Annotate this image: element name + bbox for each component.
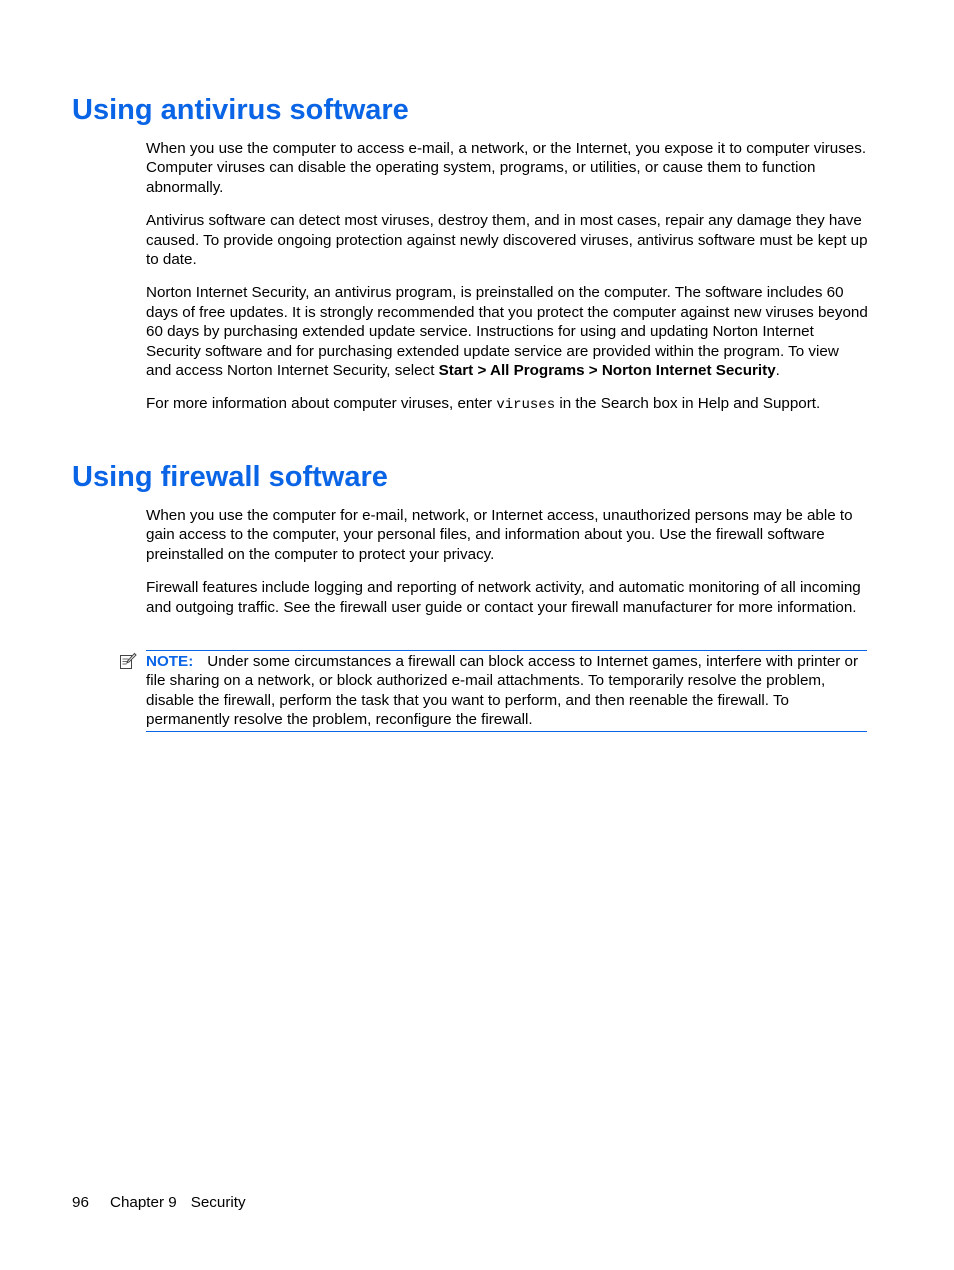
note-label: NOTE:: [146, 653, 194, 670]
antivirus-p4-before: For more information about computer viruses, enter: [146, 395, 497, 413]
search-term-code: viruses: [496, 397, 556, 414]
chapter-title: Security: [190, 1194, 246, 1211]
heading-antivirus: Using antivirus software: [72, 94, 409, 126]
page-footer: [72, 1193, 246, 1212]
antivirus-p3-text: Norton Internet Security, an antivirus program, is preinstalled on the computer. The software includes 60 days of free updates. It is strongly recommended that you protect the computer against new viruses beyond 60 days by purchasing extended update service. Instructions for using and updating Norton Internet Security software and for purchasing extended update service are provided within the program. To view and access Norton Internet Security, select: [146, 284, 868, 380]
page-number: 96: [72, 1194, 89, 1211]
antivirus-p4-after: in the Search box in Help and Support.: [555, 395, 821, 413]
antivirus-p3-end: .: [775, 362, 780, 380]
firewall-body: [146, 506, 868, 631]
firewall-paragraph-2: Firewall features include logging and reporting of network activity, and automatic monitoring of all incoming and outgoing traffic. See the firewall user guide or contact your firewall manufacturer for more information.: [146, 579, 861, 616]
chapter-label: Chapter 9: [110, 1194, 177, 1211]
antivirus-paragraph-1: When you use the computer to access e-mail, a network, or the Internet, you expose it to computer viruses. Computer viruses can disable the operating system, programs, or utilities, or cause them to function abnormally.: [146, 140, 867, 196]
antivirus-paragraph-3: [146, 283, 868, 380]
note-box: [146, 650, 867, 732]
antivirus-body: [146, 139, 868, 430]
heading-firewall: Using firewall software: [72, 461, 388, 493]
antivirus-paragraph-4: [146, 394, 868, 415]
note-pencil-icon: [119, 652, 137, 670]
menu-path: Start > All Programs > Norton Internet Security: [438, 362, 776, 380]
antivirus-paragraph-2: Antivirus software can detect most viruses, destroy them, and in most cases, repair any damage they have caused. To provide ongoing protection against newly discovered viruses, antivirus software must be kept up to date.: [146, 212, 868, 269]
note-text: Under some circumstances a firewall can block access to Internet games, interfere with printer or file sharing on a network, or block authorized e-mail attachments. To temporarily resolve the problem, disable the firewall, perform the task that you want to perform, and then reenable the firewall. To permanently resolve the problem, reconfigure the firewall.: [146, 653, 859, 729]
firewall-paragraph-1: When you use the computer for e-mail, network, or Internet access, unauthorized persons may be able to gain access to the computer, your personal files, and information about you. Use the firewall software preinstalled on the computer to protect your privacy.: [146, 507, 853, 563]
